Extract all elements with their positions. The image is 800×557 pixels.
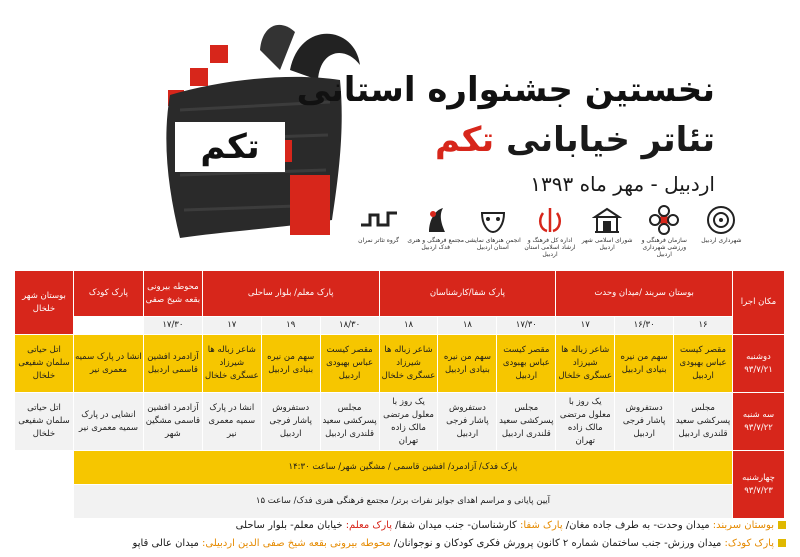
- day-label: سه شنبه ۹۳/۷/۲۲: [733, 393, 785, 451]
- sponsor-logo: [407, 205, 464, 260]
- title-red: تکم: [434, 120, 495, 160]
- mandala-icon: [706, 205, 736, 235]
- performance-cell: انشا در پارک سمیه معمری نیر: [202, 393, 261, 451]
- performance-cell: سهم من نیره بنیادی اردبیل: [615, 335, 674, 393]
- time-cell: ۱۷: [202, 317, 261, 335]
- time-cell: ۱۷/۳۰: [143, 317, 202, 335]
- location-header: مکان اجرا: [733, 271, 785, 335]
- footer-segment: میدان وحدت- به طرف جاده مغان/: [562, 520, 713, 531]
- performance-cell: آزادمرد افشین قاسمی اردبیل: [143, 335, 202, 393]
- sponsor-logo: [636, 205, 693, 260]
- title-line-3: اردبیل - مهر ماه ۱۳۹۳: [530, 172, 715, 196]
- bullet-icon: [778, 539, 786, 547]
- monday-row: [15, 335, 785, 393]
- footer-segment: پارک کودک:: [724, 538, 774, 549]
- footer-line-2: [133, 538, 786, 549]
- footer-segment: خیابان معلم- بلوار ساحلی: [235, 520, 346, 531]
- performance-cell: مجلس پسرکشی سعید قلندری اردبیل: [497, 393, 556, 451]
- performance-cell: دستفروش پاشار فرجی اردبیل: [438, 393, 497, 451]
- sponsor-logo: [521, 205, 578, 260]
- footer-segment: پارک شفا:: [519, 520, 563, 531]
- venue-shafa: پارک شفا/کارشناسان: [379, 271, 556, 317]
- sponsor-logo: [579, 205, 636, 260]
- performance-cell: دستفروش پاشار فرجی اردبیل: [615, 393, 674, 451]
- performance-cell: سهم من نیره بنیادی اردبیل: [261, 335, 320, 393]
- sponsor-label: شورای اسلامی شهر اردبیل: [581, 237, 633, 251]
- tuesday-row: [15, 393, 785, 451]
- performance-cell: شاعر زباله ها شیرزاد عسگری خلخال: [379, 335, 438, 393]
- title-line-2: [435, 120, 715, 160]
- performance-cell: مقصر کیست عباس بهبودی اردبیل: [320, 335, 379, 393]
- sponsor-logo: [350, 205, 407, 260]
- figure-icon: [421, 205, 451, 235]
- poster-header: [0, 0, 800, 265]
- bullet-icon: [778, 521, 786, 529]
- logo-text: تکم: [175, 122, 285, 172]
- sponsor-label: شهرداری اردبیل: [701, 237, 742, 244]
- sponsor-logo: [464, 205, 521, 260]
- time-cell: ۱۹: [261, 317, 320, 335]
- footer-segment: پارک معلم:: [345, 520, 392, 531]
- footer-segment: میدان عالی قاپو: [132, 538, 202, 549]
- emblem-icon: [535, 205, 565, 235]
- sponsor-logo: [693, 205, 750, 260]
- performance-cell: مقصر کیست عباس بهبودی اردبیل: [497, 335, 556, 393]
- footer-segment: محوطه بیرونی بقعه شیخ صفی الدین اردبیلی:: [202, 538, 391, 549]
- venue-moallem: پارک معلم/ بلوار ساحلی: [202, 271, 379, 317]
- venue-sarband: بوستان سربند /میدان وحدت: [556, 271, 733, 317]
- time-cell: ۱۸/۳۰: [320, 317, 379, 335]
- performance-cell: آزادمرد افشین قاسمی مشگین شهر: [143, 393, 202, 451]
- venue-header-row: [15, 271, 785, 317]
- performance-cell: اتل حیاتی سلمان شفیعی خلخال: [15, 335, 74, 393]
- time-cell: ۱۸: [379, 317, 438, 335]
- footer-segment: بوستان سربند:: [712, 520, 774, 531]
- venue-koodak: پارک کودک: [73, 271, 143, 317]
- venue-khalkhal: بوستان شهر خلخال: [15, 271, 74, 335]
- performance-cell: اتل حیاتی سلمان شفیعی خلخال: [15, 393, 74, 451]
- sponsor-label: انجمن هنرهای نمایشی استان اردبیل: [464, 237, 521, 251]
- performance-cell: شاعر زباله ها شیرزاد عسگری خلخال: [556, 335, 615, 393]
- performance-cell: انشا در پارک سمیه معمری نیر: [73, 335, 143, 393]
- wednesday-row-2: [15, 485, 785, 519]
- time-cell: ۱۶/۳۰: [615, 317, 674, 335]
- sponsor-label: گروه تئاتر نمران: [358, 237, 399, 244]
- flower-icon: [649, 205, 679, 235]
- horn-shape-2: [260, 25, 295, 70]
- time-row: [15, 317, 785, 335]
- performance-cell: سهم من نیره بنیادی اردبیل: [438, 335, 497, 393]
- mask-icon: [478, 205, 508, 235]
- sponsor-label: اداره کل فرهنگ و ارشاد اسلامی استان اردبیل: [524, 237, 576, 258]
- performance-cell: مقصر کیست عباس بهبودی اردبیل: [674, 335, 733, 393]
- venue-safi: محوطه بیرونی بقعه شیخ صفی: [143, 271, 202, 317]
- title-black: تئاتر خیابانی: [505, 120, 715, 160]
- performance-cell: یک روز با معلول مرتضی مالک زاده تهران: [556, 393, 615, 451]
- time-cell: ۱۸: [438, 317, 497, 335]
- wednesday-row-1: [15, 451, 785, 485]
- sponsor-label: سازمان فرهنگی و ورزشی شهرداری اردبیل: [641, 237, 687, 258]
- wednesday-performance: پارک فدک/ آزادمرد/ افشین قاسمی / مشگین شهر/ ساعت ۱۴:۳۰: [73, 451, 732, 485]
- sponsor-logos: [350, 205, 750, 260]
- performance-cell: انشایی در پارک سمیه معمری نیر: [73, 393, 143, 451]
- performance-cell: دستفروش پاشار فرجی اردبیل: [261, 393, 320, 451]
- footer-segment: میدان ورزش- جنب ساختمان شماره ۲ کانون پرورش فکری کودکان و نوجوانان/: [390, 538, 725, 549]
- script-icon: [358, 205, 400, 235]
- title-line-1: نخستین جشنواره استانی: [296, 70, 715, 110]
- time-cell: ۱۷/۳۰: [497, 317, 556, 335]
- performance-cell: مجلس پسرکشی سعید قلندری اردبیل: [674, 393, 733, 451]
- footer-line-1: [236, 520, 786, 531]
- time-cell: ۱۶: [674, 317, 733, 335]
- day-label: چهارشنبه ۹۳/۷/۲۳: [733, 451, 785, 519]
- day-label: دوشنبه ۹۳/۷/۲۱: [733, 335, 785, 393]
- performance-cell: مجلس پسرکشی سعید قلندری اردبیل: [320, 393, 379, 451]
- performance-cell: شاعر زباله ها شیرزاد عسگری خلخال: [202, 335, 261, 393]
- performance-cell: یک روز با معلول مرتضی مالک زاده تهران: [379, 393, 438, 451]
- footer-segment: کارشناسان- جنب میدان شفا/: [392, 520, 520, 531]
- building-icon: [592, 205, 622, 235]
- sponsor-label: مجتمع فرهنگی و هنری فدک اردبیل: [407, 237, 465, 251]
- schedule-table: [14, 270, 785, 519]
- time-cell: ۱۷: [556, 317, 615, 335]
- red-block: [290, 175, 330, 235]
- closing-ceremony: آیین پایانی و مراسم اهدای جوایز نفرات برتر/ مجتمع فرهنگی هنری فدک/ ساعت ۱۵: [73, 485, 732, 519]
